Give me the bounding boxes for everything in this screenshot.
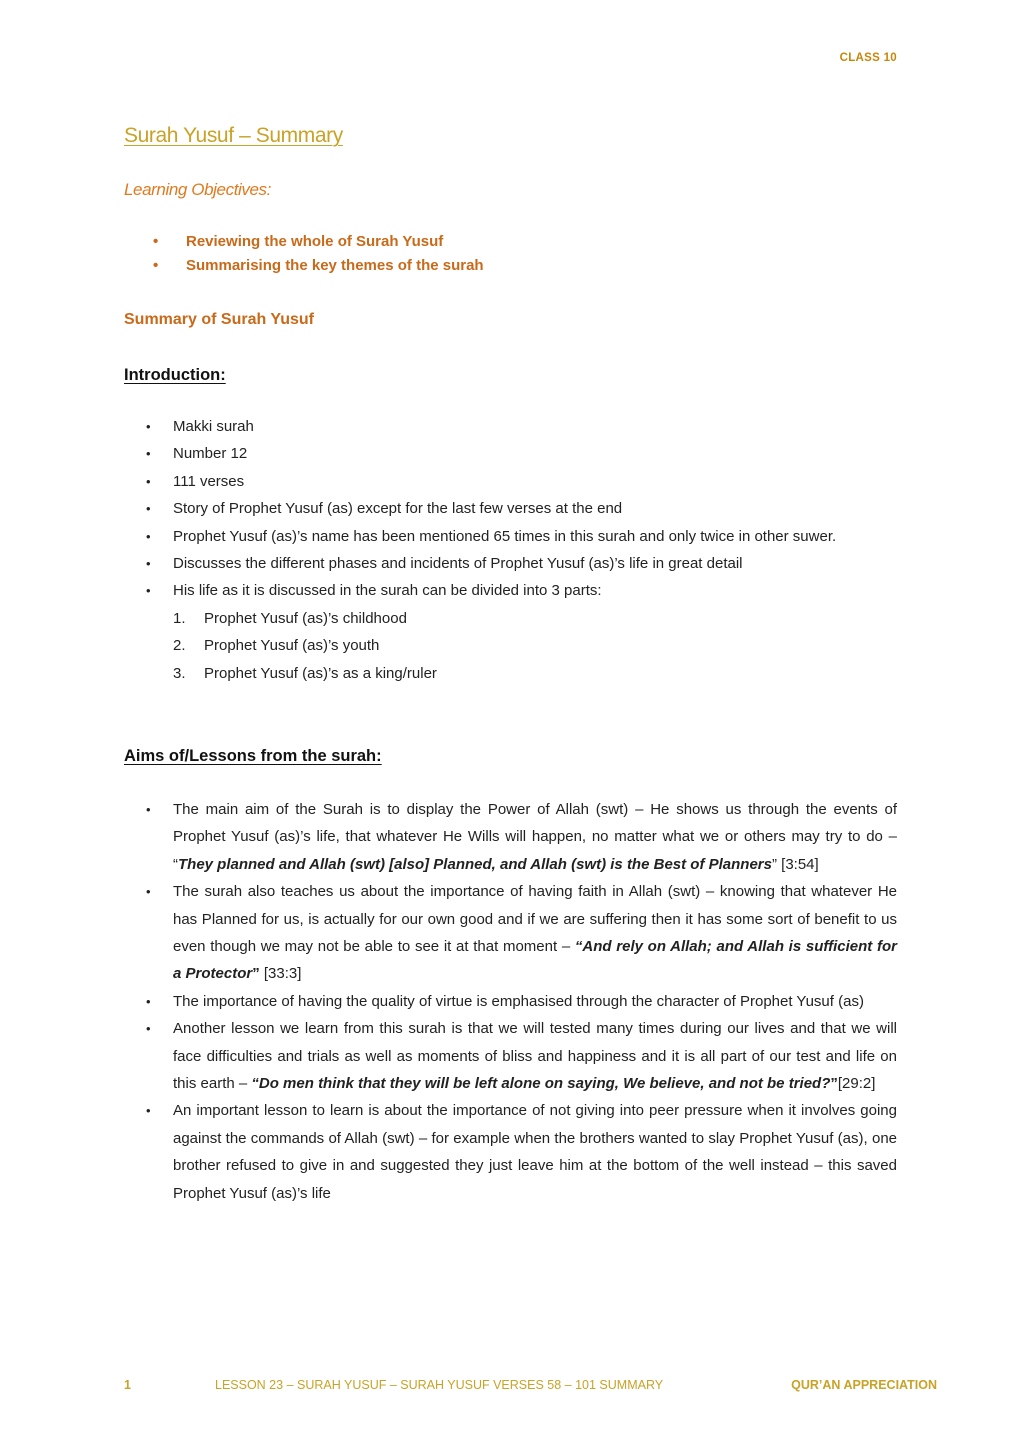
item-text: Prophet Yusuf (as)’s as a king/ruler bbox=[204, 664, 437, 682]
bullet-icon: • bbox=[146, 501, 151, 517]
item-text: Prophet Yusuf (as)’s childhood bbox=[204, 609, 407, 627]
item-text: Prophet Yusuf (as)’s youth bbox=[204, 637, 380, 655]
bullet-icon: • bbox=[146, 419, 151, 434]
list-item-text: The surah also teaches us about the importance of having faith in Allah (swt) – knowing that whatever He has Planned for us, is actually for our own good and if we are suffering then it has some sort of benefit to us even though we may not be able to see it at that moment – bbox=[173, 883, 897, 956]
life-parts-list bbox=[173, 605, 897, 687]
summary-heading: Summary of Surah Yusuf bbox=[124, 311, 314, 328]
page-number: 1 bbox=[124, 1378, 131, 1392]
bullet-icon: • bbox=[146, 802, 151, 817]
list-item-text: Prophet Yusuf (as)’s name has been mentioned 65 times in this surah and only twice in other suwer. bbox=[173, 527, 837, 545]
list-item bbox=[146, 1015, 897, 1097]
introduction-heading: Introduction: bbox=[124, 366, 226, 384]
objective-item: • Summarising the key themes of the surah bbox=[150, 254, 484, 278]
page-title: Surah Yusuf – Summary bbox=[124, 124, 343, 147]
list-item bbox=[146, 796, 897, 878]
list-item bbox=[146, 577, 897, 687]
list-item bbox=[146, 1097, 897, 1207]
introduction-list bbox=[146, 413, 897, 687]
item-number: 3. bbox=[173, 664, 186, 682]
numbered-item bbox=[173, 632, 897, 659]
quran-quote: “And rely on Allah; and Allah is sufficient for a Protector bbox=[173, 938, 897, 983]
list-item-text: Story of Prophet Yusuf (as) except for the last few verses at the end bbox=[173, 500, 623, 518]
list-item-text: Number 12 bbox=[173, 445, 248, 463]
footer-subject: QUR’AN APPRECIATION bbox=[791, 1378, 937, 1392]
list-item bbox=[146, 988, 897, 1015]
list-item bbox=[146, 440, 897, 467]
item-number: 2. bbox=[173, 637, 186, 655]
list-item bbox=[146, 468, 897, 495]
numbered-item bbox=[173, 660, 897, 687]
list-item-text: Discusses the different phases and incidents of Prophet Yusuf (as)’s life in great detail bbox=[173, 555, 743, 573]
bullet-icon: • bbox=[146, 473, 151, 489]
list-item-text: The importance of having the quality of virtue is emphasised through the character of Prophet Yusuf (as) bbox=[173, 992, 864, 1010]
footer-lesson-title: LESSON 23 – SURAH YUSUF – SURAH YUSUF VERSES 58 – 101 SUMMARY bbox=[215, 1378, 664, 1392]
bullet-icon: • bbox=[146, 993, 151, 1009]
list-item-text: His life as it is discussed in the surah can be divided into 3 parts: bbox=[173, 582, 602, 600]
item-number: 1. bbox=[173, 609, 186, 627]
numbered-item bbox=[173, 605, 897, 632]
bullet-icon: • bbox=[146, 446, 151, 462]
aims-list bbox=[146, 796, 897, 1207]
list-item bbox=[146, 413, 897, 440]
objective-item: • Reviewing the whole of Surah Yusuf bbox=[150, 230, 484, 254]
list-item bbox=[146, 878, 897, 988]
verse-reference: [29:2] bbox=[837, 1075, 876, 1093]
list-item-text: The main aim of the Surah is to display the Power of Allah (swt) – He shows us through the events of Prophet Yusuf (as)’s life, that whatever He Wills will happen, no matter what we or others may try to do – “ bbox=[173, 801, 897, 873]
bullet-icon: • bbox=[146, 1103, 151, 1119]
quote-close: ” bbox=[830, 1075, 838, 1093]
class-label: CLASS 10 bbox=[839, 52, 897, 64]
bullet-icon: • bbox=[146, 556, 151, 572]
bullet-icon: • bbox=[146, 1021, 151, 1037]
learning-objectives-heading: Learning Objectives: bbox=[124, 180, 271, 199]
quote-close: ” bbox=[252, 965, 260, 983]
bullet-icon: • bbox=[146, 583, 151, 599]
verse-reference: ” [3:54] bbox=[771, 855, 819, 873]
bullet-icon: • bbox=[146, 528, 151, 544]
list-item-text: 111 verses bbox=[173, 472, 245, 490]
aims-heading: Aims of/Lessons from the surah: bbox=[124, 747, 382, 765]
list-item-text: Another lesson we learn from this surah is that we will tested many times during our lives and that we will face difficulties and trials as well as moments of bliss and happiness and it is all part of our test and life on this earth – bbox=[173, 1020, 897, 1093]
bullet-icon: • bbox=[146, 884, 151, 900]
list-item bbox=[146, 550, 897, 577]
objectives-list bbox=[150, 230, 484, 278]
list-item bbox=[146, 523, 897, 550]
list-item bbox=[146, 495, 897, 522]
list-item-text: An important lesson to learn is about the importance of not giving into peer pressure when it involves going against the commands of Allah (swt) – for example when the brothers wanted to slay Prophet Yusuf (as), one brother refused to give in and suggested they just leave him at the bottom of the well instead – this saved Prophet Yusuf (as)’s life bbox=[173, 1102, 897, 1202]
quran-quote: They planned and Allah (swt) [also] Planned, and Allah (swt) is the Best of Planners bbox=[178, 855, 772, 873]
quran-quote: “Do men think that they will be left alone on saying, We believe, and not be tried? bbox=[251, 1075, 831, 1093]
list-item-text: Makki surah bbox=[173, 418, 254, 435]
verse-reference: [33:3] bbox=[259, 965, 302, 983]
